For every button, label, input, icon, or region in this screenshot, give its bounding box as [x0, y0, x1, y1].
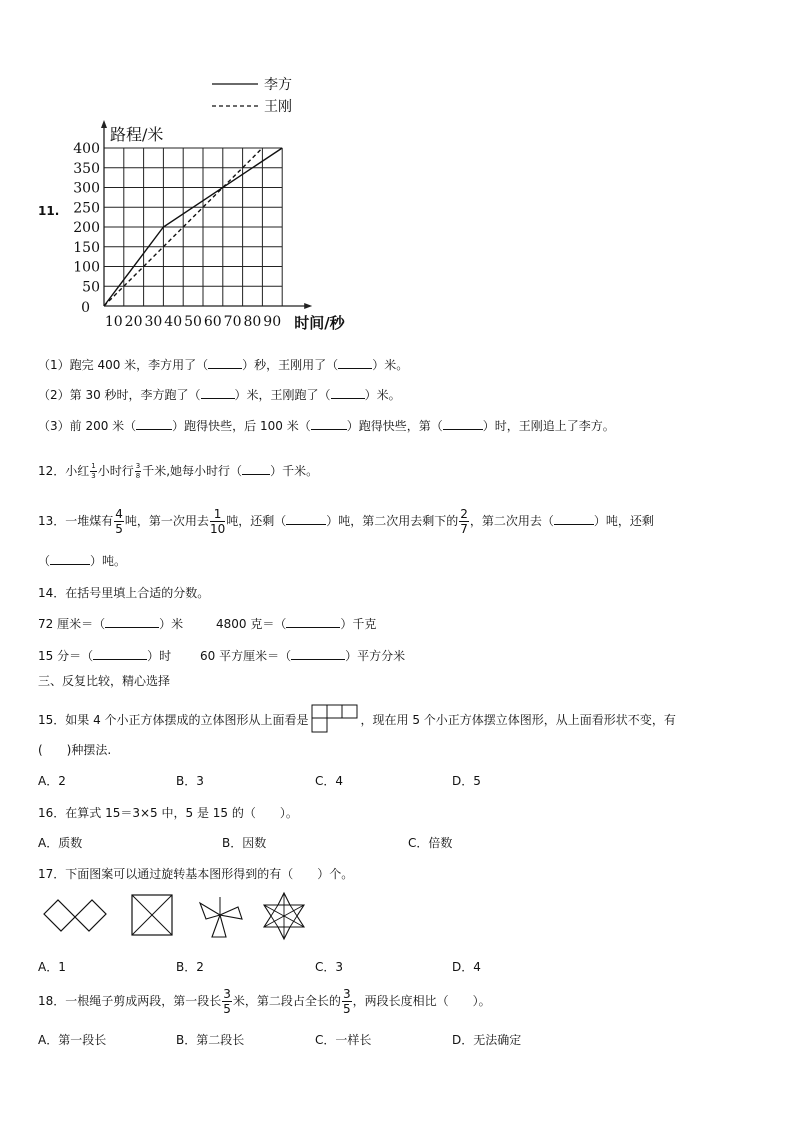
x-tick-label: 30 — [144, 314, 163, 330]
q14-item-b: 4800 克＝（ ）千克 — [216, 617, 377, 631]
fraction: $\frac{4}{5}$ — [115, 507, 123, 536]
x-axis-arrow — [304, 303, 312, 309]
y-tick-label: 300 — [73, 180, 100, 197]
q14-item-a: 72 厘米＝（ ）米 — [38, 617, 184, 631]
answer-blank[interactable] — [50, 554, 90, 565]
q18-option-a[interactable]: A．第一段长 — [38, 1033, 107, 1047]
legend-label: 王刚 — [264, 99, 292, 115]
q14-item-c: 15 分＝（ ）时 — [38, 649, 172, 663]
fraction: $\frac{2}{7}$ — [460, 507, 468, 536]
fraction: $\frac{1}{3}$ — [91, 462, 96, 480]
question-18: 18．一根绳子剪成两段，第一段长 $\frac{3}{5}$ 米，第二段占全长的 $\frac{3}{5}$ ，两段长度相比（ ）。 — [38, 987, 491, 1016]
fraction: $\frac{1}{10}$ — [209, 507, 226, 536]
question-17: 17．下面图案可以通过旋转基本图形得到的有（ ）个。 — [38, 867, 354, 881]
y-axis-arrow — [101, 120, 107, 128]
q14-item-d: 60 平方厘米＝（ ）平方分米 — [200, 649, 406, 663]
question-13: 13．一堆煤有 $\frac{4}{5}$ 吨，第一次用去 $\frac{1}{10}$ 吨，还剩（ ）吨，第二次用去剩下的 $\frac{2}{7}$ ，第二次用去（ ）吨，还剩 — [38, 507, 654, 536]
answer-blank[interactable] — [311, 419, 347, 430]
answer-blank[interactable] — [208, 358, 242, 369]
q18-option-d[interactable]: D．无法确定 — [452, 1033, 522, 1047]
x-tick-label: 40 — [164, 314, 183, 330]
q15-option-c[interactable]: C．4 — [315, 774, 344, 788]
pattern-v-squares-icon — [40, 892, 110, 938]
x-tick-label: 50 — [184, 314, 202, 330]
pattern-pinwheel-icon — [196, 893, 246, 941]
question-16: 16．在算式 15＝3×5 中，5 是 15 的（ ）。 — [38, 806, 298, 820]
question-14-title: 14．在括号里填上合适的分数。 — [38, 586, 210, 600]
y-tick-label: 50 — [82, 279, 100, 296]
top-view-shape-icon — [311, 704, 359, 734]
section-heading: 三、反复比较，精心选择 — [38, 674, 171, 688]
x-tick-label: 60 — [203, 314, 222, 330]
answer-blank[interactable] — [105, 617, 159, 628]
y-tick-label: 100 — [73, 259, 100, 276]
chart-grid — [104, 148, 282, 306]
x-tick-label: 80 — [243, 314, 262, 330]
y-tick-label: 250 — [73, 200, 100, 217]
answer-blank[interactable] — [291, 649, 345, 660]
answer-blank[interactable] — [554, 514, 594, 525]
distance-time-chart — [73, 77, 366, 334]
x-axis-label: 时间/秒 — [294, 314, 345, 332]
legend-label: 李方 — [264, 77, 292, 93]
q11-part3: （3）前 200 米（ ）跑得快些，后 100 米（ ）跑得快些，第（ ）时，王刚追上了李方。 — [38, 419, 615, 433]
y-tick-label: 150 — [73, 239, 100, 256]
x-tick-label: 20 — [124, 314, 143, 330]
x-tick-label: 90 — [263, 314, 282, 330]
q16-option-c[interactable]: C．倍数 — [408, 836, 453, 850]
q15-option-a[interactable]: A．2 — [38, 774, 66, 788]
q11-part2: （2）第 30 秒时，李方跑了（ ）米，王刚跑了（ ）米。 — [38, 388, 401, 402]
chart-legend — [212, 76, 292, 115]
q15-option-b[interactable]: B．3 — [176, 774, 204, 788]
chart-axes — [73, 120, 345, 332]
question-15: 15．如果 4 个小正方体摆成的立体图形从上面看是 ，现在用 5 个小正方体摆立体图形，从上面看形状不变，有 — [38, 704, 676, 734]
answer-blank[interactable] — [286, 514, 326, 525]
y-axis-label: 路程/米 — [110, 125, 164, 144]
answer-blank[interactable] — [338, 358, 372, 369]
x-tick-label: 70 — [223, 314, 242, 330]
q15-option-d[interactable]: D．5 — [452, 774, 481, 788]
question-15-line2: ( )种摆法. — [38, 743, 112, 757]
pattern-square-x-icon — [130, 893, 174, 937]
pattern-star-icon — [259, 891, 309, 941]
y-tick-label: 200 — [73, 220, 100, 236]
q11-part1: （1）跑完 400 米，李方用了（ ）秒，王刚用了（ ）米。 — [38, 358, 409, 372]
q16-option-a[interactable]: A．质数 — [38, 836, 83, 850]
answer-blank[interactable] — [331, 388, 365, 399]
y-tick-label: 400 — [73, 141, 100, 157]
answer-blank[interactable] — [93, 649, 147, 660]
question-12: 12．小红 $\frac{1}{3}$ 小时行 $\frac{3}{8}$ 千米,她每小时行（ ）千米。 — [38, 462, 319, 480]
q16-option-b[interactable]: B．因数 — [222, 836, 267, 850]
fraction: $\frac{3}{8}$ — [135, 462, 141, 480]
answer-blank[interactable] — [136, 419, 172, 430]
answer-blank[interactable] — [201, 388, 235, 399]
answer-blank[interactable] — [286, 617, 340, 628]
y-tick-label: 350 — [73, 160, 100, 177]
answer-blank[interactable] — [242, 464, 270, 475]
q18-option-b[interactable]: B．第二段长 — [176, 1033, 245, 1047]
question-number-11: 11. — [38, 204, 60, 218]
y-tick-label: 0 — [81, 300, 90, 316]
fraction: $\frac{3}{5}$ — [223, 987, 231, 1016]
answer-blank[interactable] — [443, 419, 483, 430]
fraction: $\frac{3}{5}$ — [342, 987, 351, 1016]
q17-option-d[interactable]: D．4 — [452, 960, 481, 974]
x-tick-label: 10 — [104, 314, 123, 330]
q17-option-a[interactable]: A．1 — [38, 960, 66, 974]
q17-option-c[interactable]: C．3 — [315, 960, 344, 974]
question-13-line2: （ ）吨。 — [38, 554, 127, 568]
q17-option-b[interactable]: B．2 — [176, 960, 204, 974]
q18-option-c[interactable]: C．一样长 — [315, 1033, 372, 1047]
